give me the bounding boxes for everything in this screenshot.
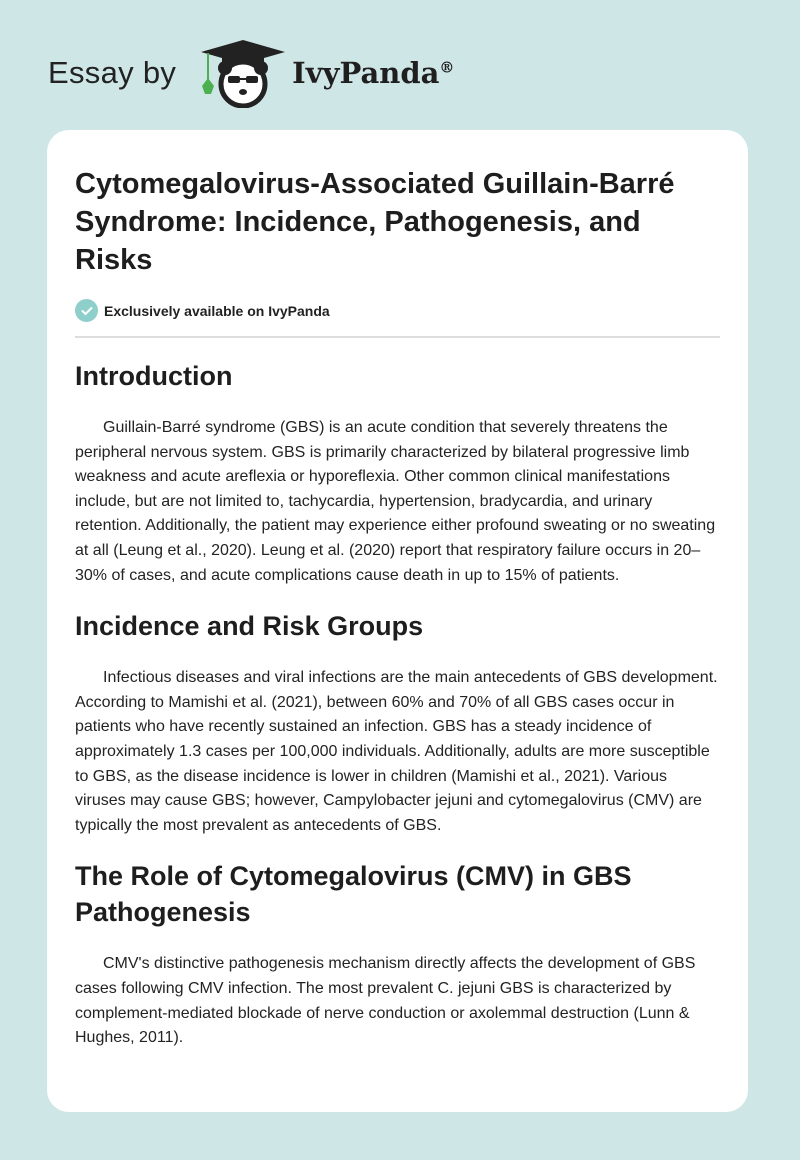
exclusive-badge bbox=[75, 299, 720, 322]
brand-header[interactable] bbox=[48, 38, 454, 108]
essay-title: Cytomegalovirus-Associated Guillain-Barré Syndrome: Incidence, Pathogenesis, and Risks bbox=[75, 168, 675, 276]
section-heading: Introduction bbox=[75, 361, 233, 391]
section-heading: Incidence and Risk Groups bbox=[75, 611, 424, 642]
section-paragraph: Guillain-Barré syndrome (GBS) is an acute condition that severely threatens the peripheral nervous system. GBS is primarily characterized by bilateral progressive limb weakness and acute areflexia or hyporeflexia. Other common clinical manifestations include, but are not limited to, tachycardia, hypertension, bradycardia, and urinary retention. Additionally, the patient may experience either profound sweating or no sweating at all (Leung et al., 2020). Leung et al. (2020) report that respiratory failure occurs in 20–30% of cases, and acute complications cause death in up to 15% of patients. bbox=[75, 419, 716, 584]
check-icon bbox=[75, 299, 98, 322]
essay-card bbox=[47, 130, 748, 1112]
section-paragraph: Infectious diseases and viral infections are the main antecedents of GBS development. According to Mamishi et al. (2021), between 60% and 70% of all GBS cases occur in patients who have recently sustained an infection. GBS has a steady incidence of approximately 1.3 cases per 100,000 individuals. Additionally, adults are more susceptible to GBS, as the disease incidence is lower in children (Mamishi et al., 2021). Various viruses may cause GBS; however, Campylobacter jejuni and cytomegalovirus (CMV) are typically the most prevalent as antecedents of GBS. bbox=[75, 669, 718, 834]
exclusive-label: Exclusively available on IvyPanda bbox=[104, 302, 330, 319]
divider bbox=[75, 336, 720, 338]
ivypanda-logo-icon bbox=[198, 38, 288, 108]
section-paragraph: CMV's distinctive pathogenesis mechanism directly affects the development of GBS cases following CMV infection. The most prevalent C. jejuni GBS is characterized by complement-mediated blockade of nerve conduction or axolemmal destruction (Lunn & Hughes, 2011). bbox=[75, 955, 696, 1047]
section-heading: The Role of Cytomegalovirus (CMV) in GBS Pathogenesis bbox=[75, 861, 632, 928]
essay-by-label: Essay by bbox=[48, 55, 177, 90]
brand-name: IvyPanda® bbox=[292, 56, 455, 90]
